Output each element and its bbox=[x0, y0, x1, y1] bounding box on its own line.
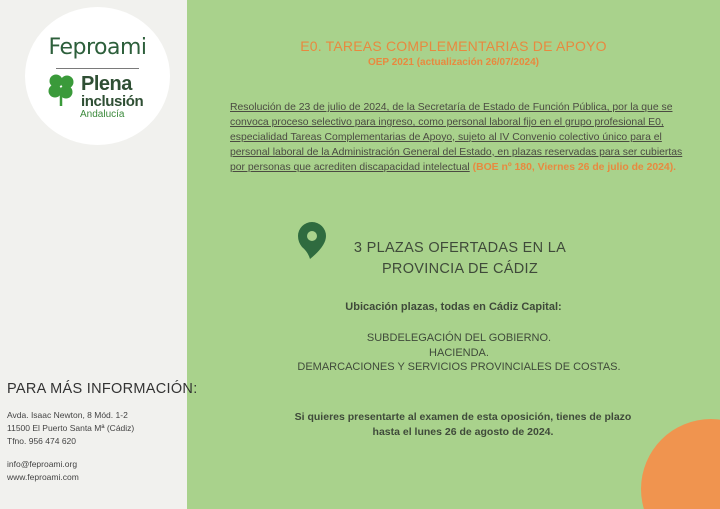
email-link[interactable]: info@feproami.org bbox=[7, 459, 78, 469]
plazas-line2: PROVINCIA DE CÁDIZ bbox=[381, 261, 539, 277]
resolution-link[interactable]: Resolución de 23 de julio de 2024, de la Secretaría de Estado de Función Pública, por la que se convoca proceso selectivo para ingreso, como personal laboral fijo en el grupo profesional E0, especialidad Tareas Complementarias de Apoyo, sujeto al IV Convenio colectivo único para el personal laboral de la Administración General del Estado, en plazas reservadas para ser cubiertas por personas que acrediten discapacidad intelectual bbox=[230, 102, 683, 173]
place-item: SUBDELEGACIÓN DEL GOBIERNO. bbox=[366, 332, 552, 344]
deadline-line1: Si quieres presentarte al examen de esta oposición, tienes de plazo bbox=[294, 411, 632, 423]
page-subtitle: OEP 2021 (actualización 26/07/2024) bbox=[367, 57, 540, 68]
ubicacion-heading: Ubicación plazas, todas en Cádiz Capital: bbox=[345, 301, 562, 313]
address-line1: Avda. Isaac Newton, 8 Mód. 1-2 bbox=[7, 410, 128, 420]
info-title: PARA MÁS INFORMACIÓN: bbox=[7, 381, 198, 397]
website-link[interactable]: www.feproami.com bbox=[7, 472, 79, 482]
boe-reference: (BOE nº 180, Viernes 26 de julio de 2024). bbox=[472, 161, 677, 173]
clover-icon bbox=[47, 73, 77, 107]
plazas-heading bbox=[320, 238, 600, 280]
plazas-line1: 3 PLAZAS OFERTADAS EN LA bbox=[353, 240, 567, 256]
page-title: E0. TAREAS COMPLEMENTARIAS DE APOYO bbox=[300, 38, 607, 54]
sidebar bbox=[0, 0, 198, 509]
logo-badge bbox=[25, 7, 170, 145]
logo-inclusion: inclusión bbox=[81, 93, 144, 110]
places-list bbox=[187, 331, 720, 375]
address-line2: 11500 El Puerto Santa Mª (Cádiz) bbox=[7, 423, 135, 433]
logo-feproami: Feproami bbox=[48, 35, 147, 60]
place-item: HACIENDA. bbox=[429, 346, 489, 359]
deadline-line2: hasta el lunes 26 de agosto de 2024. bbox=[372, 426, 554, 438]
phone-number: Tfno. 956 474 620 bbox=[7, 436, 77, 446]
deadline-notice bbox=[187, 410, 720, 440]
logo-plena: Plena bbox=[81, 73, 132, 95]
logo-region: Andalucía bbox=[80, 109, 125, 120]
resolution-paragraph bbox=[230, 101, 690, 176]
place-item: DEMARCACIONES Y SERVICIOS PROVINCIALES DE COSTAS. bbox=[297, 361, 621, 373]
logo-divider bbox=[56, 68, 139, 69]
